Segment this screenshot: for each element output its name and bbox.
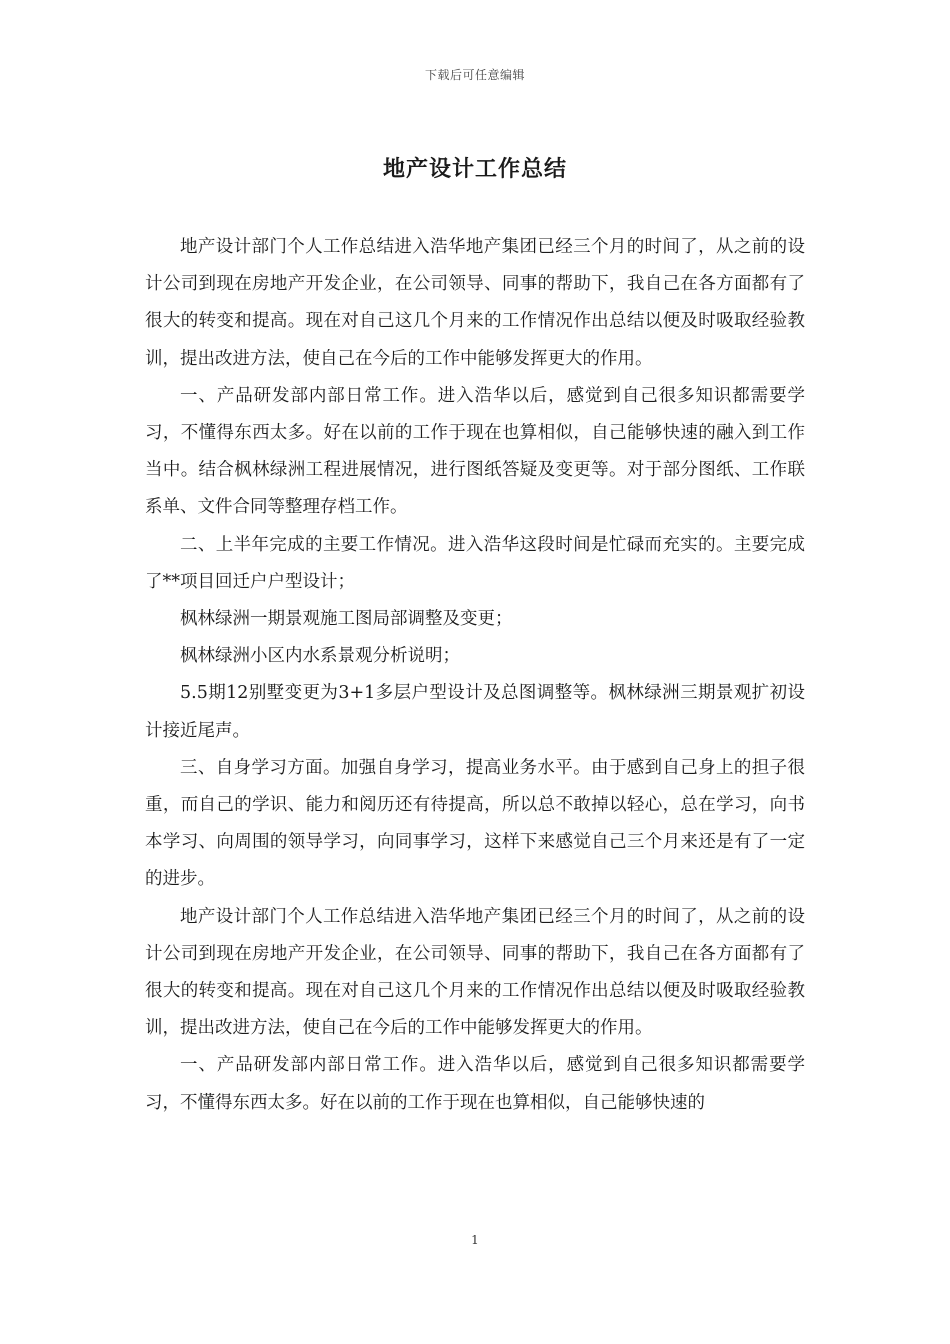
page-number: 1 bbox=[471, 1233, 479, 1247]
header-note: 下载后可任意编辑 bbox=[424, 68, 525, 82]
paragraph-list-item: 5.5期12别墅变更为3+1多层户型设计及总图调整等。枫林绿洲三期景观扩初设计接近尾声。 bbox=[145, 683, 805, 741]
paragraph-list-item: 枫林绿洲一期景观施工图局部调整及变更； bbox=[180, 609, 513, 630]
paragraph-daily-work: 一、产品研发部内部日常工作。进入浩华以后，感觉到自己很多知识都需要学习，不懂得东西太多。好在以前的工作于现在也算相似，自己能够快速的融入到工作当中。结合枫林绿洲工程进展情况，进行图纸答疑及变更等。对于部分图纸、工作联系单、文件合同等整理存档工作。 bbox=[145, 385, 805, 518]
paragraph-intro-repeat: 地产设计部门个人工作总结进入浩华地产集团已经三个月的时间了，从之前的设计公司到现在房地产开发企业，在公司领导、同事的帮助下，我自己在各方面都有了很大的转变和提高。现在对自己这几个月来的工作情况作出总结以便及时吸取经验教训，提出改进方法，使自己在今后的工作中能够发挥更大的作用。 bbox=[145, 906, 805, 1039]
paragraph-self-study: 三、自身学习方面。加强自身学习，提高业务水平。由于感到自己身上的担子很重，而自己的学识、能力和阅历还有待提高，所以总不敢掉以轻心，总在学习，向书本学习、向周围的领导学习，向同事学习，这样下来感觉自己三个月来还是有了一定的进步。 bbox=[145, 757, 805, 890]
document-title: 地产设计工作总结 bbox=[382, 156, 567, 182]
paragraph-intro: 地产设计部门个人工作总结进入浩华地产集团已经三个月的时间了，从之前的设计公司到现在房地产开发企业，在公司领导、同事的帮助下，我自己在各方面都有了很大的转变和提高。现在对自己这几个月来的工作情况作出总结以便及时吸取经验教训，提出改进方法，使自己在今后的工作中能够发挥更大的作用。 bbox=[145, 237, 805, 369]
paragraph-main-work: 二、上半年完成的主要工作情况。进入浩华这段时间是忙碌而充实的。主要完成了**项目回迁户户型设计； bbox=[145, 534, 805, 592]
paragraph-list-item: 枫林绿洲小区内水系景观分析说明； bbox=[180, 646, 460, 667]
document-body bbox=[145, 229, 805, 1122]
paragraph-daily-work-repeat: 一、产品研发部内部日常工作。进入浩华以后，感觉到自己很多知识都需要学习，不懂得东西太多。好在以前的工作于现在也算相似，自己能够快速的 bbox=[145, 1055, 805, 1113]
